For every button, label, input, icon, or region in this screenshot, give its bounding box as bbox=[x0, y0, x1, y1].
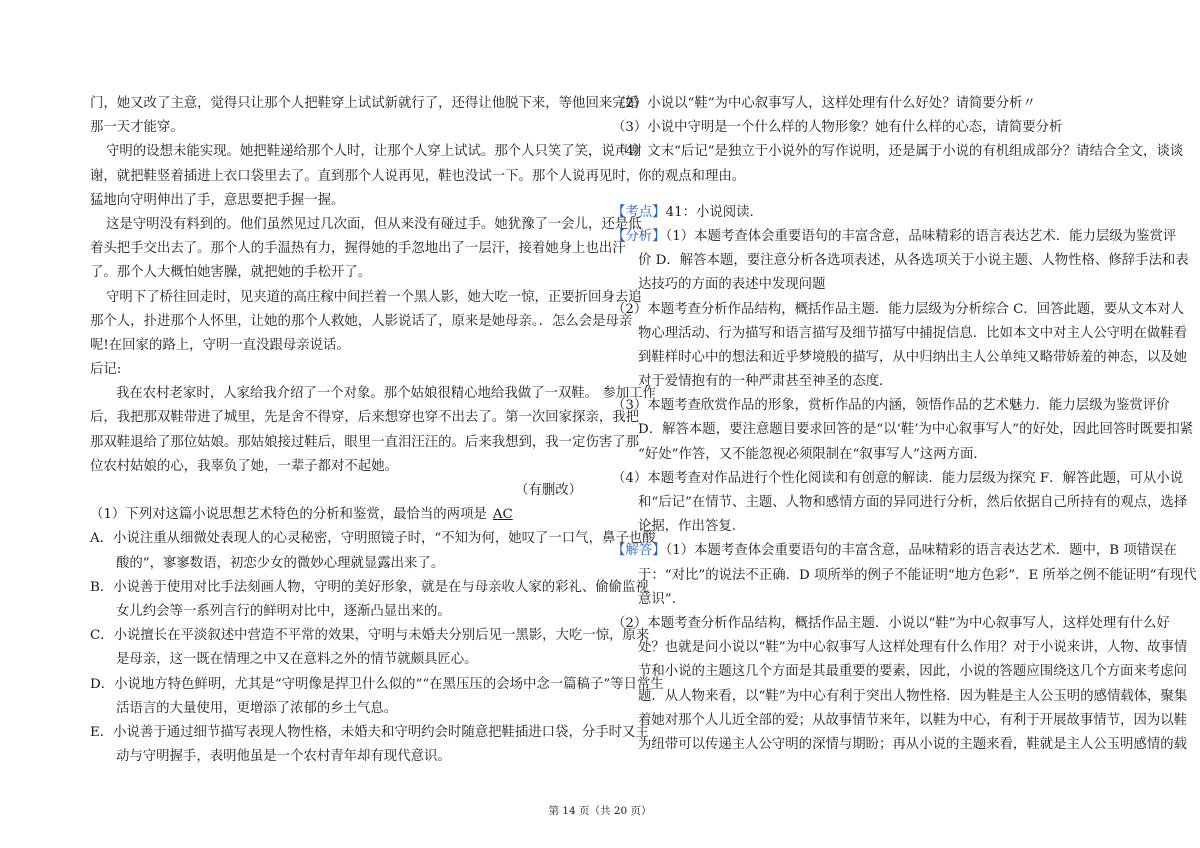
line-text: 于：“对比”的说法不正确．D 项所举的例子不能证明“地方色彩”．E 所举之例不能证明“有现代 bbox=[638, 567, 1197, 583]
text-line bbox=[90, 213, 642, 237]
text-line bbox=[90, 286, 642, 310]
line-text: （4）文末“后记”是独立于小说外的写作说明，还是属于小说的有机组成部分？请结合全文，谈谈 bbox=[612, 144, 1184, 160]
text-line bbox=[90, 310, 633, 334]
text-line bbox=[612, 564, 1197, 588]
line-text: （3）小说中守明是一个什么样的人物形象？她有什么样的心态，请简要分析 bbox=[612, 120, 1063, 136]
text-line bbox=[612, 370, 1132, 394]
page-footer: 第 14 页（共 20 页） bbox=[548, 805, 652, 817]
text-line bbox=[90, 479, 590, 503]
text-line bbox=[90, 648, 590, 672]
text-line bbox=[612, 298, 1185, 322]
text-line bbox=[90, 406, 640, 430]
line-text: 猛地向守明伸出了手，意思要把手握一握。 bbox=[90, 192, 345, 208]
line-text: （2）小说以“鞋”为中心叙事写人，这样处理有什么好处？请简要分析〃 bbox=[612, 96, 1036, 111]
text-line bbox=[90, 673, 664, 697]
line-text: 处？也就是问小说以“鞋”为中心叙事写人这样处理有什么作用？对于小说来讲，人物、故事情 bbox=[638, 640, 1188, 656]
line-text: 达技巧的方面的表述中发现问题 bbox=[638, 277, 826, 293]
text-line bbox=[612, 140, 1184, 164]
text-line bbox=[90, 576, 649, 600]
text-line bbox=[90, 455, 590, 479]
text-line bbox=[612, 709, 1188, 733]
line-text: 守明的设想未能实现。她把鞋递给那个人时，让那个人穿上试试。那个人只笑了笑，说声谢 bbox=[106, 144, 642, 160]
text-line bbox=[612, 443, 1132, 467]
line-text: （1）本题考查体会重要语句的丰富含意，品味精彩的语言表达艺术．能力层级为鉴赏评 bbox=[665, 228, 1177, 244]
text-line bbox=[90, 358, 590, 382]
line-text: 酸的”，寥寥数语，初恋少女的微妙心理就显露出来了。 bbox=[116, 555, 445, 571]
line-text: 我在农村老家时，人家给我介绍了一个对象。那个姑娘很精心地给我做了一双鞋。 参加工作 bbox=[116, 386, 656, 402]
text-line bbox=[90, 116, 590, 140]
right-column bbox=[612, 92, 1197, 757]
text-line bbox=[612, 394, 1170, 418]
text-line bbox=[90, 261, 590, 285]
text-line bbox=[90, 140, 642, 164]
text-line bbox=[612, 636, 1188, 660]
text-line bbox=[612, 165, 1132, 189]
line-text: 为纽带可以传递主人公守明的深情与期盼；再从小说的主题来看，鞋就是主人公玉明感情的载 bbox=[638, 736, 1188, 752]
text-line bbox=[612, 249, 1189, 273]
text-line bbox=[90, 165, 640, 189]
line-text: 41：小说阅读. bbox=[665, 204, 754, 220]
line-text: 着她对那个人儿近全部的爱；从故事情节来年，以鞋为中心，有利于开展故事情节，因为以鞋 bbox=[638, 712, 1188, 728]
line-text: 位农村姑娘的心，我辜负了她，一辈子都对不起她。 bbox=[90, 458, 398, 474]
line-text: （有删改） bbox=[515, 483, 582, 498]
line-text: 了。那个人大概怕她害臊，就把她的手松开了。 bbox=[90, 265, 372, 281]
line-text: 后记: bbox=[90, 362, 122, 378]
text-line bbox=[612, 273, 1132, 297]
line-text: （2）本题考查分析作品结构，概括作品主题．小说以“鞋”为中心叙事写人，这样处理有什么好 bbox=[612, 615, 1170, 631]
text-line bbox=[612, 733, 1188, 757]
answer-blank: AC bbox=[492, 507, 513, 523]
line-text: 女儿约会等一系列言行的鲜明对比中，逐渐凸显出来的。 bbox=[116, 603, 451, 619]
section-tag: 【分析】 bbox=[612, 228, 666, 244]
line-text: 节和小说的主题这几个方面是其最重要的要素，因此，小说的答题应围绕这几个方面来考虑问 bbox=[638, 664, 1188, 680]
text-line bbox=[90, 334, 590, 358]
text-line bbox=[90, 600, 590, 624]
text-line bbox=[612, 467, 1184, 491]
text-line bbox=[612, 346, 1188, 370]
line-text: 对于爱情抱有的一种严肃甚至神圣的态度． bbox=[638, 374, 893, 390]
line-text: 门，她又改了主意，觉得只让那个人把鞋穿上试试新就行了，还得让他脱下来，等他回来完婚 bbox=[90, 96, 640, 111]
line-text: 那个人，扑进那个人怀里，让她的那个人救她，人影说话了，原来是她母亲。．怎么会是母亲 bbox=[90, 313, 633, 329]
text-line bbox=[612, 685, 1188, 709]
text-line bbox=[90, 721, 649, 745]
text-line bbox=[612, 515, 1132, 539]
text-line bbox=[90, 503, 590, 527]
line-text: 和“后记”在情节、主题、人物和感情方面的异同进行分析，然后依据自己所持有的观点，选择 bbox=[638, 495, 1188, 510]
line-text: 论据，作出答复. bbox=[638, 519, 736, 535]
text-line bbox=[90, 382, 656, 406]
line-text: 着头把手交出去了。那个人的手温热有力，握得她的手忽地出了一层汗，接着她身上也出汗 bbox=[90, 241, 626, 257]
line-text: 是母亲，这一既在情理之中又在意料之外的情节就颇具匠心。 bbox=[116, 652, 478, 668]
text-line bbox=[90, 189, 590, 213]
section-tag: 【解答】 bbox=[612, 543, 666, 559]
text-line bbox=[612, 116, 1132, 140]
line-text: 这是守明没有料到的。他们虽然见过几次面，但从来没有碰过手。她犹豫了一会儿，还是低 bbox=[106, 216, 642, 232]
line-text: 价 D．解答本题，要注意分析各选项表述，从各选项关于小说主题、人物性格、修辞手法和表 bbox=[638, 253, 1189, 269]
line-text: C．小说擅长在平淡叙述中营造不平常的效果，守明与未婚夫分别后见一黑影，大吃一惊，原来 bbox=[90, 628, 650, 644]
line-text: 谢，就把鞋竖着插进上衣口袋里去了。直到那个人说再见，鞋也没试一下。那个人说再见时， bbox=[90, 168, 640, 184]
line-text: 那一天才能穿。 bbox=[90, 120, 184, 136]
text-line bbox=[90, 237, 626, 261]
section-tag: 【考点】 bbox=[612, 204, 666, 220]
text-line bbox=[612, 612, 1170, 636]
line-text: 那双鞋退给了那位姑娘。那姑娘接过鞋后，眼里一直泪汪汪的。后来我想到，我一定伤害了那 bbox=[90, 434, 640, 450]
text-line bbox=[612, 92, 1132, 116]
line-text: 守明下了桥往回走时，见夹道的高庄稼中间拦着一个黑人影，她大吃一惊，正要折回身去追 bbox=[106, 289, 642, 305]
line-text: “好处”作答，又不能忽视必须限制在“叙事写人”这两方面. bbox=[638, 446, 978, 462]
line-text: 物心理活动、行为描写和语言描写及细节描写中捕捉信息．比如本文中对主人公守明在做鞋看 bbox=[638, 325, 1188, 341]
line-text: 意识”. bbox=[638, 591, 676, 607]
line-text: D．小说地方特色鲜明，尤其是“守明像是捍卫什么似的”“在黑压压的会场中念一篇稿子”等日常生 bbox=[90, 676, 664, 692]
text-line bbox=[612, 539, 1177, 563]
text-line bbox=[90, 697, 590, 721]
line-text: 后，我把那双鞋带进了城里，先是舍不得穿，后来想穿也穿不出去了。第一次回家探亲，我把 bbox=[90, 410, 640, 426]
text-line bbox=[90, 527, 656, 551]
line-text: A．小说注重从细微处表现人的心灵秘密，守明照镜子时，“不知为何，她叹了一口气，鼻子也酸 bbox=[90, 531, 656, 547]
line-text: （1）下列对这篇小说思想艺术特色的分析和鉴赏，最恰当的两项是 bbox=[90, 507, 487, 523]
text-line bbox=[612, 418, 1194, 442]
text-line bbox=[612, 588, 1132, 612]
text-line bbox=[90, 624, 650, 648]
line-text: （1）本题考查体会重要语句的丰富含意，品味精彩的语言表达艺术．题中，B 项错误在 bbox=[665, 543, 1177, 559]
text-line bbox=[90, 92, 640, 116]
text-line bbox=[612, 660, 1188, 684]
line-text: D．解答本题，要注意题目要求回答的是“以‘鞋’为中心叙事写人”的好处，因此回答时既要扣紧 bbox=[638, 422, 1194, 438]
line-text: 活语言的大量使用，更增添了浓郁的乡土气息。 bbox=[116, 700, 398, 716]
text-line bbox=[90, 431, 640, 455]
text-line bbox=[90, 745, 590, 769]
line-text: 题．从人物来看，以“鞋”为中心有利于突出人物性格．因为鞋是主人公玉明的感情载体，聚集 bbox=[638, 688, 1188, 704]
text-line bbox=[612, 491, 1188, 515]
line-text: （2）本题考查分析作品结构，概括作品主题．能力层级为分析综合 C．回答此题，要从文本对人 bbox=[612, 301, 1185, 317]
line-text: B．小说善于使用对比手法刻画人物，守明的美好形象，就是在与母亲收人家的彩礼、偷偷监视 bbox=[90, 579, 649, 595]
line-text: （3）本题考查欣赏作品的形象，赏析作品的内涵，领悟作品的艺术魅力．能力层级为鉴赏评价 bbox=[612, 398, 1170, 414]
line-text: E．小说善于通过细节描写表现人物性格，未婚夫和守明约会时随意把鞋插进口袋，分手时又主 bbox=[90, 724, 649, 740]
text-line bbox=[612, 201, 1132, 225]
line-text: 呢!在回家的路上，守明一直没跟母亲说话。 bbox=[90, 337, 350, 353]
text-line bbox=[612, 322, 1188, 346]
line-text: 到鞋样时心中的想法和近乎梦境般的描写，从中归纳出主人公单纯又略带娇羞的神态，以及她 bbox=[638, 349, 1188, 365]
text-line bbox=[612, 225, 1177, 249]
text-line bbox=[90, 552, 590, 576]
text-line bbox=[612, 189, 1132, 201]
line-text: 动与守明握手，表明他虽是一个农村青年却有现代意识。 bbox=[116, 749, 451, 765]
line-text: （4）本题考查对作品进行个性化阅读和有创意的解读．能力层级为探究 F．解答此题，可从小说 bbox=[612, 470, 1184, 486]
line-text: 你的观点和理由。 bbox=[638, 168, 746, 184]
